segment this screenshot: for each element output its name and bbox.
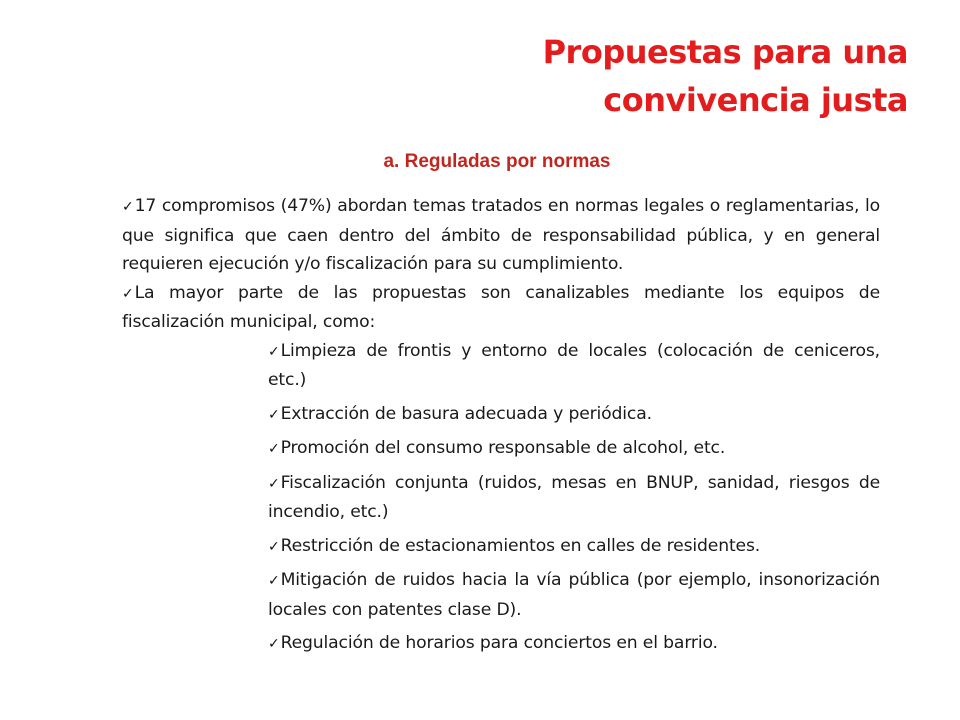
sub-bullet-text-3: Promoción del consumo responsable de alcohol, etc. — [280, 438, 726, 458]
sub-bullet-list — [122, 337, 880, 659]
bullet-text-1: 17 compromisos (47%) abordan temas tratados en normas legales o reglamentarias, lo que significa que caen dentro del ámbito de responsabilidad pública, y en general requieren ejecución y/o fiscalización para su cumplimiento. — [122, 196, 880, 274]
sub-bullet-item-6 — [268, 566, 880, 624]
sub-bullet-item-3 — [268, 434, 880, 464]
sub-bullet-item-5 — [268, 532, 880, 562]
sub-bullet-text-2: Extracción de basura adecuada y periódica. — [280, 403, 652, 424]
checkmark-icon: ✓ — [122, 199, 134, 215]
sub-bullet-item-2 — [268, 400, 880, 430]
bullet-list — [122, 192, 880, 664]
slide-title — [308, 28, 908, 124]
bullet-text-2: La mayor parte de las propuestas son canalizables mediante los equipos de fiscalización municipal, como: — [122, 282, 880, 332]
bullet-item-2 — [122, 279, 880, 337]
sub-bullet-item-1 — [268, 337, 880, 395]
checkmark-icon: ✓ — [268, 538, 280, 555]
slide-title-line-1: Propuestas para una — [542, 33, 908, 71]
checkmark-icon: ✓ — [268, 573, 280, 589]
sub-bullet-text-6: Mitigación de ruidos hacia la vía pública (por ejemplo, insonorización locales con patentes clase D). — [268, 570, 880, 620]
sub-bullet-text-1: Limpieza de frontis y entorno de locales (colocación de ceniceros, etc.) — [268, 340, 880, 390]
sub-bullet-text-4: Fiscalización conjunta (ruidos, mesas en BNUP, sanidad, riesgos de incendio, etc.) — [268, 472, 880, 522]
slide-title-line-2: convivencia justa — [603, 81, 908, 119]
checkmark-icon: ✓ — [268, 636, 280, 652]
section-heading: a. Reguladas por normas — [383, 151, 611, 172]
checkmark-icon: ✓ — [268, 343, 280, 360]
checkmark-icon: ✓ — [268, 406, 280, 423]
sub-bullet-text-5: Restricción de estacionamientos en calles de residentes. — [280, 535, 761, 556]
checkmark-icon: ✓ — [122, 285, 134, 302]
bullet-item-1 — [122, 192, 880, 279]
sub-bullet-item-7 — [268, 629, 880, 659]
sub-bullet-item-4 — [268, 469, 880, 527]
checkmark-icon: ✓ — [268, 441, 280, 457]
sub-bullet-container — [122, 337, 880, 659]
sub-bullet-text-7: Regulación de horarios para conciertos en el barrio. — [280, 633, 718, 653]
checkmark-icon: ✓ — [268, 475, 280, 492]
